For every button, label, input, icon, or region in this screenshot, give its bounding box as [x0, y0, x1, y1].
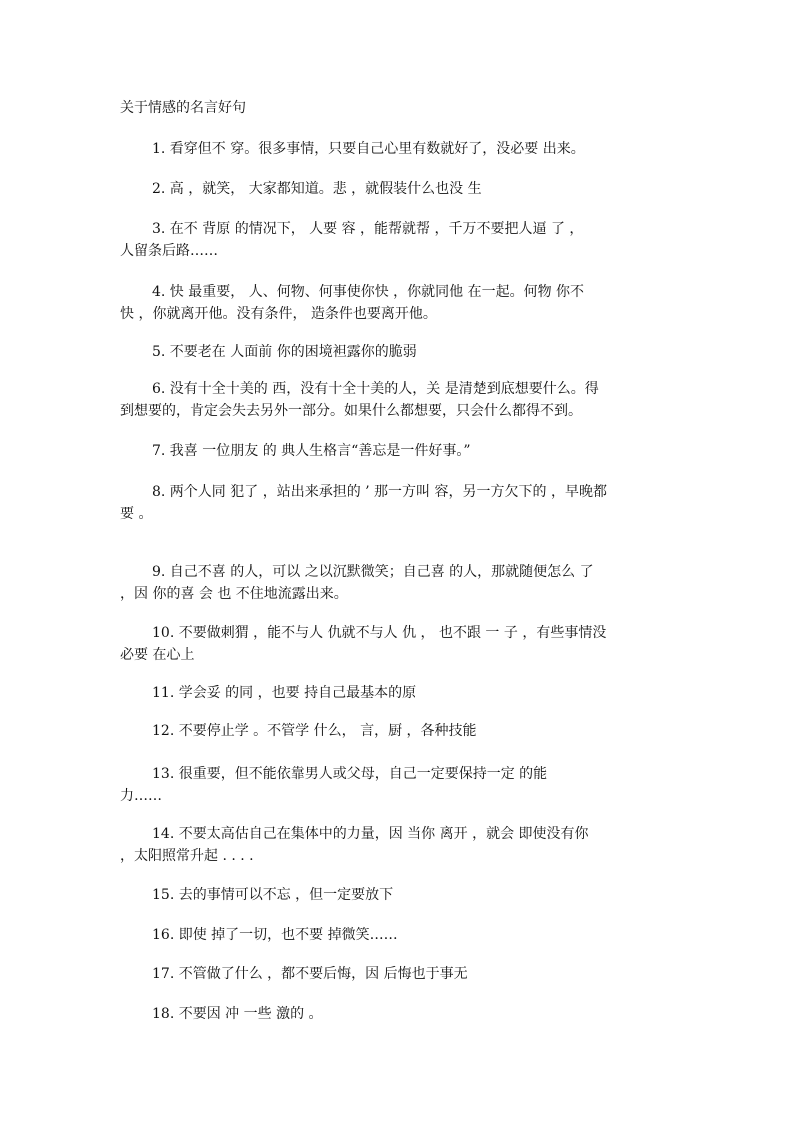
quote-line: 4. 快 最重要， 人、何物、何事使你快 ，你就同他 在一起。何物 你不	[152, 284, 585, 300]
quote-item-11	[120, 682, 668, 704]
quote-item-8	[120, 481, 668, 525]
quote-line: 12. 不要停止学 。不管学 什么， 言，厨 ，各种技能	[152, 723, 477, 739]
quote-item-1	[120, 138, 668, 160]
quote-line: 13. 很重要，但不能依靠男人或父母，自己一定要保持一定 的能	[152, 766, 548, 782]
quote-line: 17. 不管做了什么 ，都不要后悔，因 后悔也于事无	[152, 966, 468, 982]
quote-item-3	[120, 218, 668, 262]
quote-item-12	[120, 720, 668, 742]
document-title: 关于情感的名言好句	[120, 100, 246, 116]
quote-line: 7. 我喜 一位朋友 的 典人生格言“善忘是一件好事。”	[152, 443, 471, 459]
quote-line: 必要 在心上	[120, 647, 195, 663]
quote-line: 15. 去的事情可以不忘 ，但一定要放下	[152, 887, 394, 903]
quote-item-14	[120, 823, 668, 867]
quote-item-17	[120, 963, 668, 985]
quote-line: 快 ，你就离开他。没有条件， 造条件也要离开他。	[120, 306, 437, 322]
quote-item-15	[120, 884, 668, 906]
quote-line: 10. 不要做刺猬 ，能不与人 仇就不与人 仇 ， 也不跟 一 子 ，有些事情没	[152, 625, 607, 641]
quote-line: ，太阳照常升起 . . . .	[120, 848, 254, 864]
quote-line: 到想要的，肯定会失去另外一部分。如果什么都想要，只会什么都得不到。	[120, 403, 582, 419]
quote-item-2	[120, 178, 668, 200]
quote-item-6	[120, 378, 668, 422]
quote-item-7	[120, 440, 668, 462]
quote-line: 5. 不要老在 人面前 你的困境袒露你的脆弱	[152, 344, 417, 360]
quote-item-5	[120, 341, 668, 363]
quote-line: 1. 看穿但不 穿。很多事情，只要自己心里有数就好了，没必要 出来。	[152, 141, 585, 157]
quote-line: 14. 不要太高估自己在集体中的力量，因 当你 离开 ，就会 即使没有你	[152, 826, 589, 842]
quote-item-10	[120, 622, 668, 666]
quote-item-16	[120, 924, 668, 946]
quote-line: 18. 不要因 冲 一些 激的 。	[152, 1006, 323, 1022]
quote-line: 3. 在不 背原 的情况下， 人要 容 ，能帮就帮 ，千万不要把人逼 了 ，	[152, 221, 584, 237]
quote-line: 2. 高 ，就笑， 大家都知道。悲 ，就假装什么也没 生	[152, 181, 482, 197]
quote-line: 9. 自己不喜 的人，可以 之以沉默微笑；自己喜 的人，那就随便怎么 了	[152, 564, 594, 580]
quote-item-9	[120, 561, 668, 605]
quote-item-18	[120, 1003, 668, 1025]
quote-line: 力……	[120, 788, 162, 804]
quote-item-4	[120, 281, 668, 325]
quote-line: 人留条后路……	[120, 243, 218, 259]
quote-line: ，因 你的喜 会 也 不住地流露出来。	[120, 586, 348, 602]
quote-line: 要 。	[120, 506, 153, 522]
quote-line: 11. 学会妥 的同 ，也要 持自己最基本的原	[152, 685, 417, 701]
quote-line: 16. 即使 掉了一切，也不要 掉微笑……	[152, 927, 398, 943]
quote-line: 6. 没有十全十美的 西，没有十全十美的人，关 是清楚到底想要什么。得	[152, 381, 599, 397]
quote-line: 8. 两个人同 犯了 ，站出来承担的 ’ 那一方叫 容，另一方欠下的 ，早晚都	[152, 484, 607, 500]
quote-item-13	[120, 763, 668, 807]
